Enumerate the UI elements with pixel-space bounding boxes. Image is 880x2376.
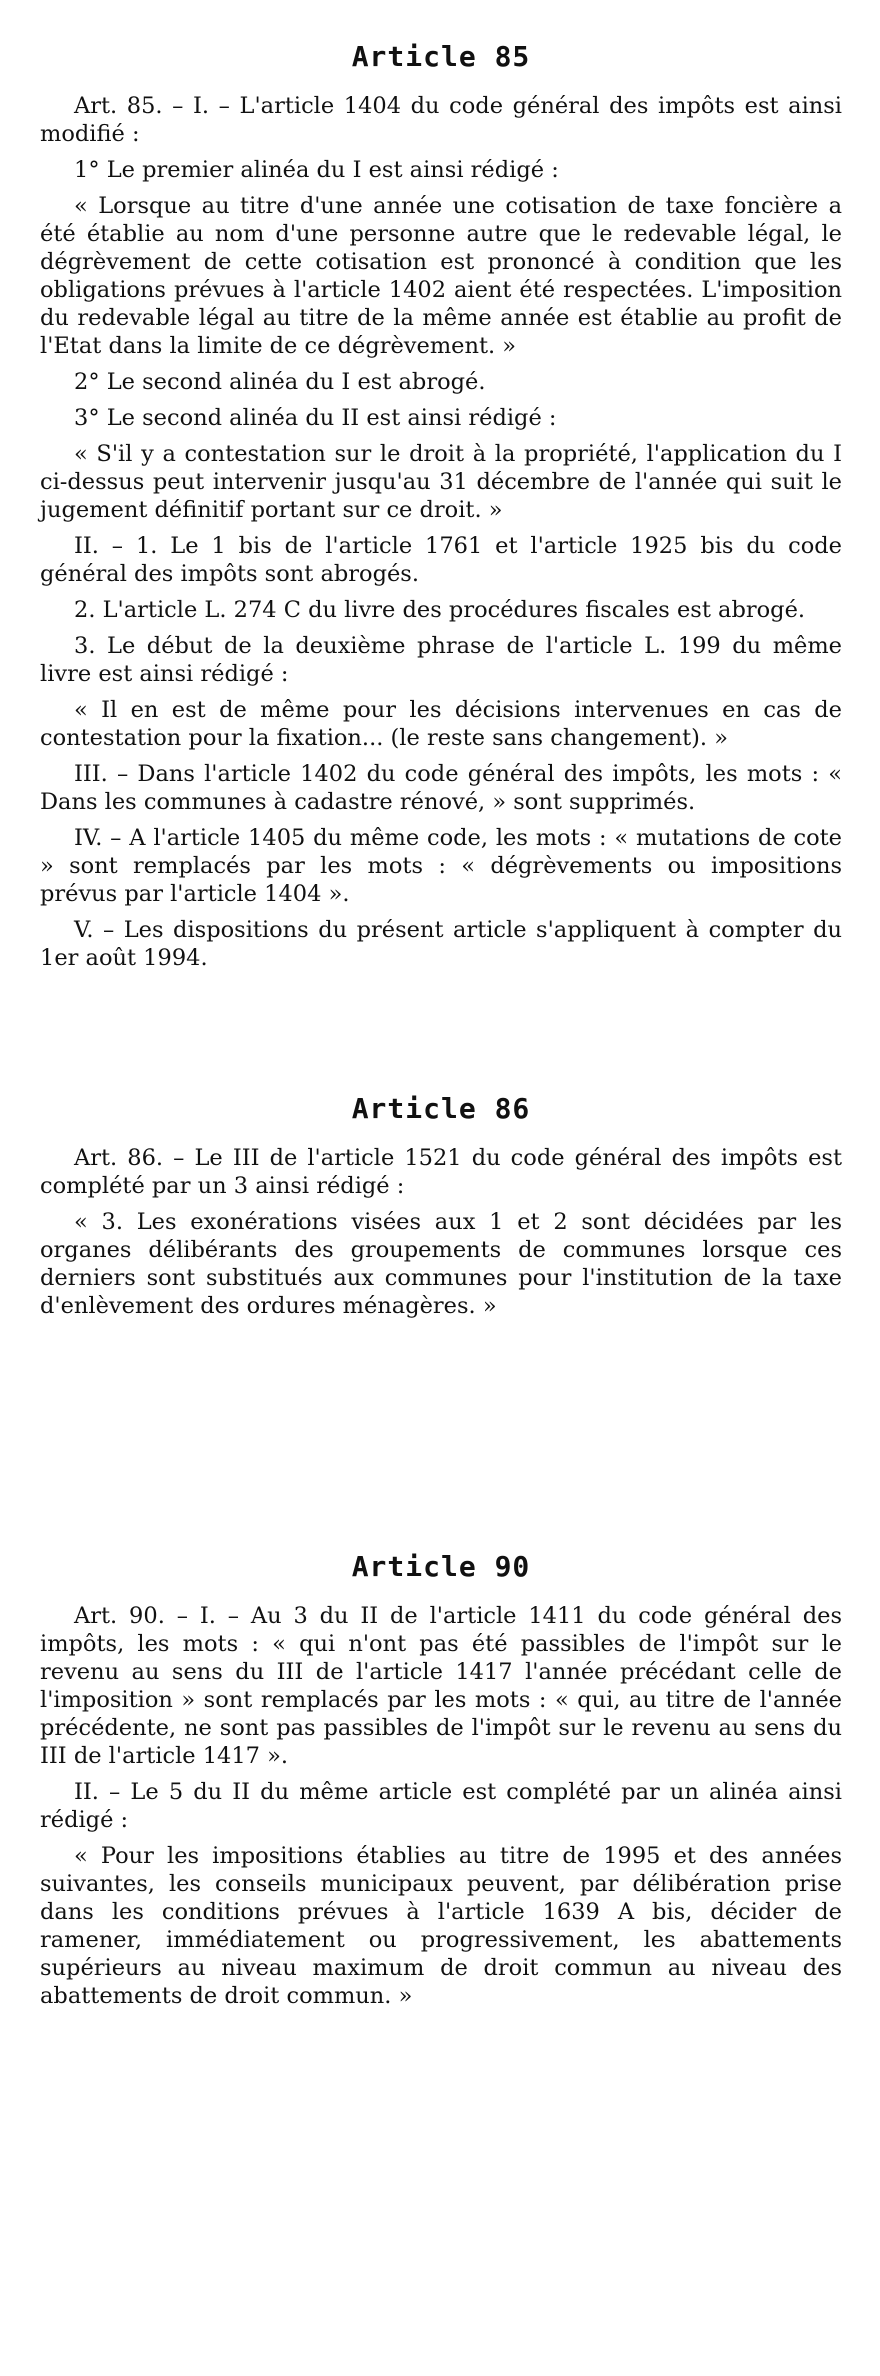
paragraph: II. – Le 5 du II du même article est complété par un alinéa ainsi rédigé :: [40, 1779, 842, 1833]
section-spacer: [40, 1328, 842, 1550]
paragraph: « Pour les impositions établies au titre de 1995 et des années suivantes, les conseils municipaux peuvent, par délibération prise dans les conditions prévues à l'article 1639 A bis, décider de ramener, immédiatement ou progressivement, les abattements supérieurs au niveau maximum de droit commun au niveau des abattements de droit commun. »: [40, 1843, 842, 2009]
paragraph: 1° Le premier alinéa du I est ainsi rédigé :: [74, 157, 559, 183]
article-title: Article 90: [351, 1550, 531, 1583]
paragraph: Art. 90. – I. – Au 3 du II de l'article 1411 du code général des impôts, les mots : « qui n'ont pas été passibles de l'impôt sur le revenu au sens du III de l'article 1417 l'année précédant celle de l'imposition » sont remplacés par les mots : « qui, au titre de l'année précédente, ne sont pas passibles de l'impôt sur le revenu au sens du III de l'article 1417 ».: [40, 1603, 842, 1769]
article-title: Article 85: [351, 40, 531, 73]
paragraph: 2° Le second alinéa du I est abrogé.: [74, 369, 486, 395]
paragraph: « 3. Les exonérations visées aux 1 et 2 sont décidées par les organes délibérants des groupements de communes lorsque ces derniers sont substitués aux communes pour l'institution de la taxe d'enlèvement des ordures ménagères. »: [40, 1209, 842, 1319]
paragraph: 3° Le second alinéa du II est ainsi rédigé :: [74, 405, 557, 431]
paragraph: II. – 1. Le 1 bis de l'article 1761 et l'article 1925 bis du code général des impôts sont abrogés.: [40, 533, 842, 587]
article-85: [40, 40, 842, 972]
article-90: [40, 1550, 842, 2010]
paragraph: « Il en est de même pour les décisions intervenues en cas de contestation pour la fixation... (le reste sans changement). »: [40, 697, 842, 751]
paragraph: Art. 85. – I. – L'article 1404 du code général des impôts est ainsi modifié :: [40, 93, 842, 147]
paragraph: III. – Dans l'article 1402 du code général des impôts, les mots : « Dans les communes à cadastre rénové, » sont supprimés.: [40, 761, 842, 815]
article-title: Article 86: [351, 1092, 531, 1125]
paragraph: 3. Le début de la deuxième phrase de l'article L. 199 du même livre est ainsi rédigé :: [40, 633, 842, 687]
paragraph: 2. L'article L. 274 C du livre des procédures fiscales est abrogé.: [74, 597, 806, 623]
document-page: [40, 40, 842, 2018]
paragraph: « Lorsque au titre d'une année une cotisation de taxe foncière a été établie au nom d'une personne autre que le redevable légal, le dégrèvement de cette cotisation est prononcé à condition que les obligations prévues à l'article 1402 aient été respectées. L'imposition du redevable légal au titre de la même année est établie au profit de l'Etat dans la limite de ce dégrèvement. »: [40, 193, 842, 359]
paragraph: V. – Les dispositions du présent article s'appliquent à compter du 1er août 1994.: [40, 917, 842, 971]
section-spacer: [40, 980, 842, 1092]
paragraph: « S'il y a contestation sur le droit à la propriété, l'application du I ci-dessus peut intervenir jusqu'au 31 décembre de l'année qui suit le jugement définitif portant sur ce droit. »: [40, 441, 842, 523]
paragraph: IV. – A l'article 1405 du même code, les mots : « mutations de cote » sont remplacés par les mots : « dégrèvements ou impositions prévus par l'article 1404 ».: [40, 825, 842, 907]
article-86: [40, 1092, 842, 1320]
paragraph: Art. 86. – Le III de l'article 1521 du code général des impôts est complété par un 3 ainsi rédigé :: [40, 1145, 842, 1199]
